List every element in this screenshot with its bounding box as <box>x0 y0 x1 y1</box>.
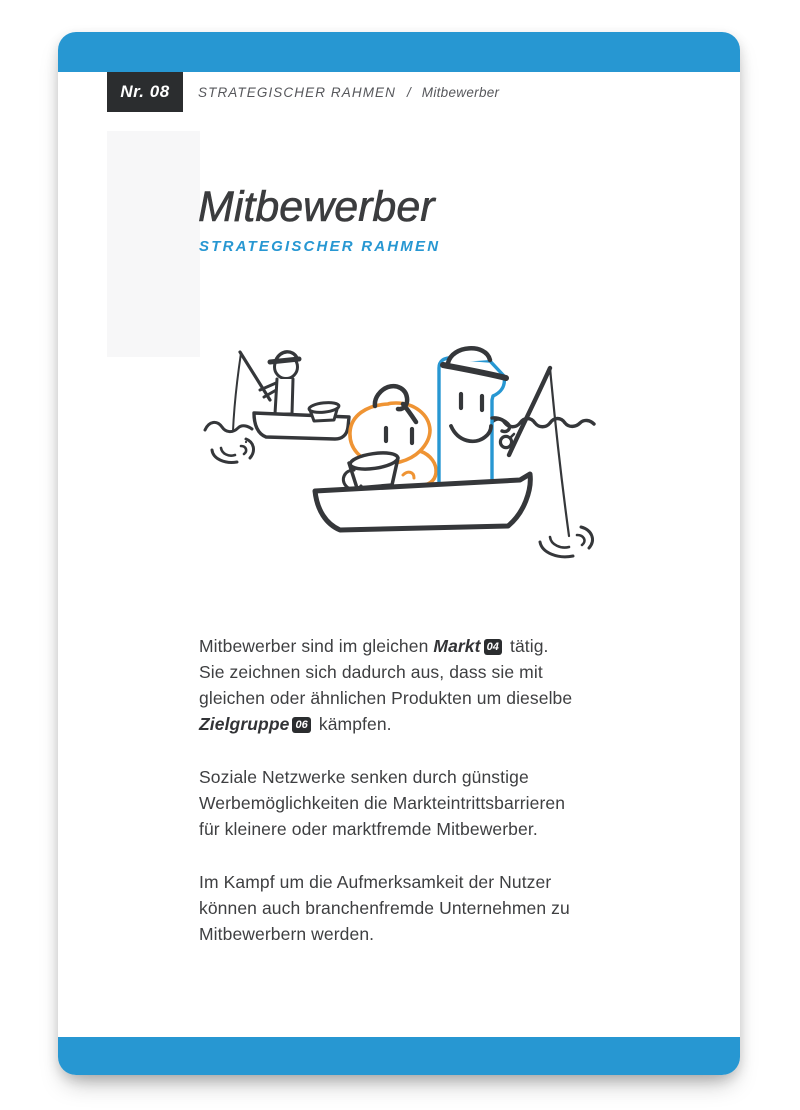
paragraph-1 <box>199 633 669 737</box>
term-markt: Markt <box>433 636 481 656</box>
text-line: für kleinere oder marktfremde Mitbewerber. <box>199 819 538 839</box>
breadcrumb-section: STRATEGISCHER RAHMEN <box>198 84 397 100</box>
text-line <box>199 711 669 737</box>
text-line: gleichen oder ähnlichen Produkten um dieselbe <box>199 688 573 708</box>
card-bottom-bar <box>58 1037 740 1075</box>
text-segment: Mitbewerber sind im gleichen <box>199 636 434 656</box>
card-number-badge <box>107 72 183 112</box>
breadcrumb <box>198 72 499 112</box>
page-title: Mitbewerber <box>198 183 435 231</box>
term-zielgruppe: Zielgruppe <box>199 714 290 734</box>
text-line: Werbemöglichkeiten die Markteintrittsbarrieren <box>199 793 566 813</box>
card-number-label: Nr. 08 <box>120 82 170 101</box>
paragraph-3 <box>199 869 669 947</box>
text-line: Soziale Netzwerke senken durch günstige <box>199 767 529 787</box>
fishing-boats-illustration <box>198 330 618 580</box>
body-text <box>199 633 669 974</box>
decorative-band <box>107 131 200 357</box>
paragraph-2 <box>199 764 669 842</box>
text-segment: kämpfen. <box>313 714 392 734</box>
card-ref-badge-04: 04 <box>484 639 502 655</box>
card-top-bar <box>58 32 740 72</box>
fishing-boats-doodle-svg <box>198 330 618 580</box>
card <box>58 32 740 1075</box>
breadcrumb-page: Mitbewerber <box>421 84 500 100</box>
text-segment: tätig. <box>505 636 549 656</box>
text-line: Im Kampf um die Aufmerksamkeit der Nutzer <box>199 872 552 892</box>
text-line <box>199 633 669 659</box>
breadcrumb-separator: / <box>407 84 411 100</box>
card-ref-badge-06: 06 <box>292 717 310 733</box>
text-line: Sie zeichnen sich dadurch aus, dass sie mit <box>199 662 543 682</box>
page-subtitle: STRATEGISCHER RAHMEN <box>199 238 441 255</box>
text-line: können auch branchenfremde Unternehmen zu <box>199 898 570 918</box>
text-line: Mitbewerbern werden. <box>199 924 375 944</box>
